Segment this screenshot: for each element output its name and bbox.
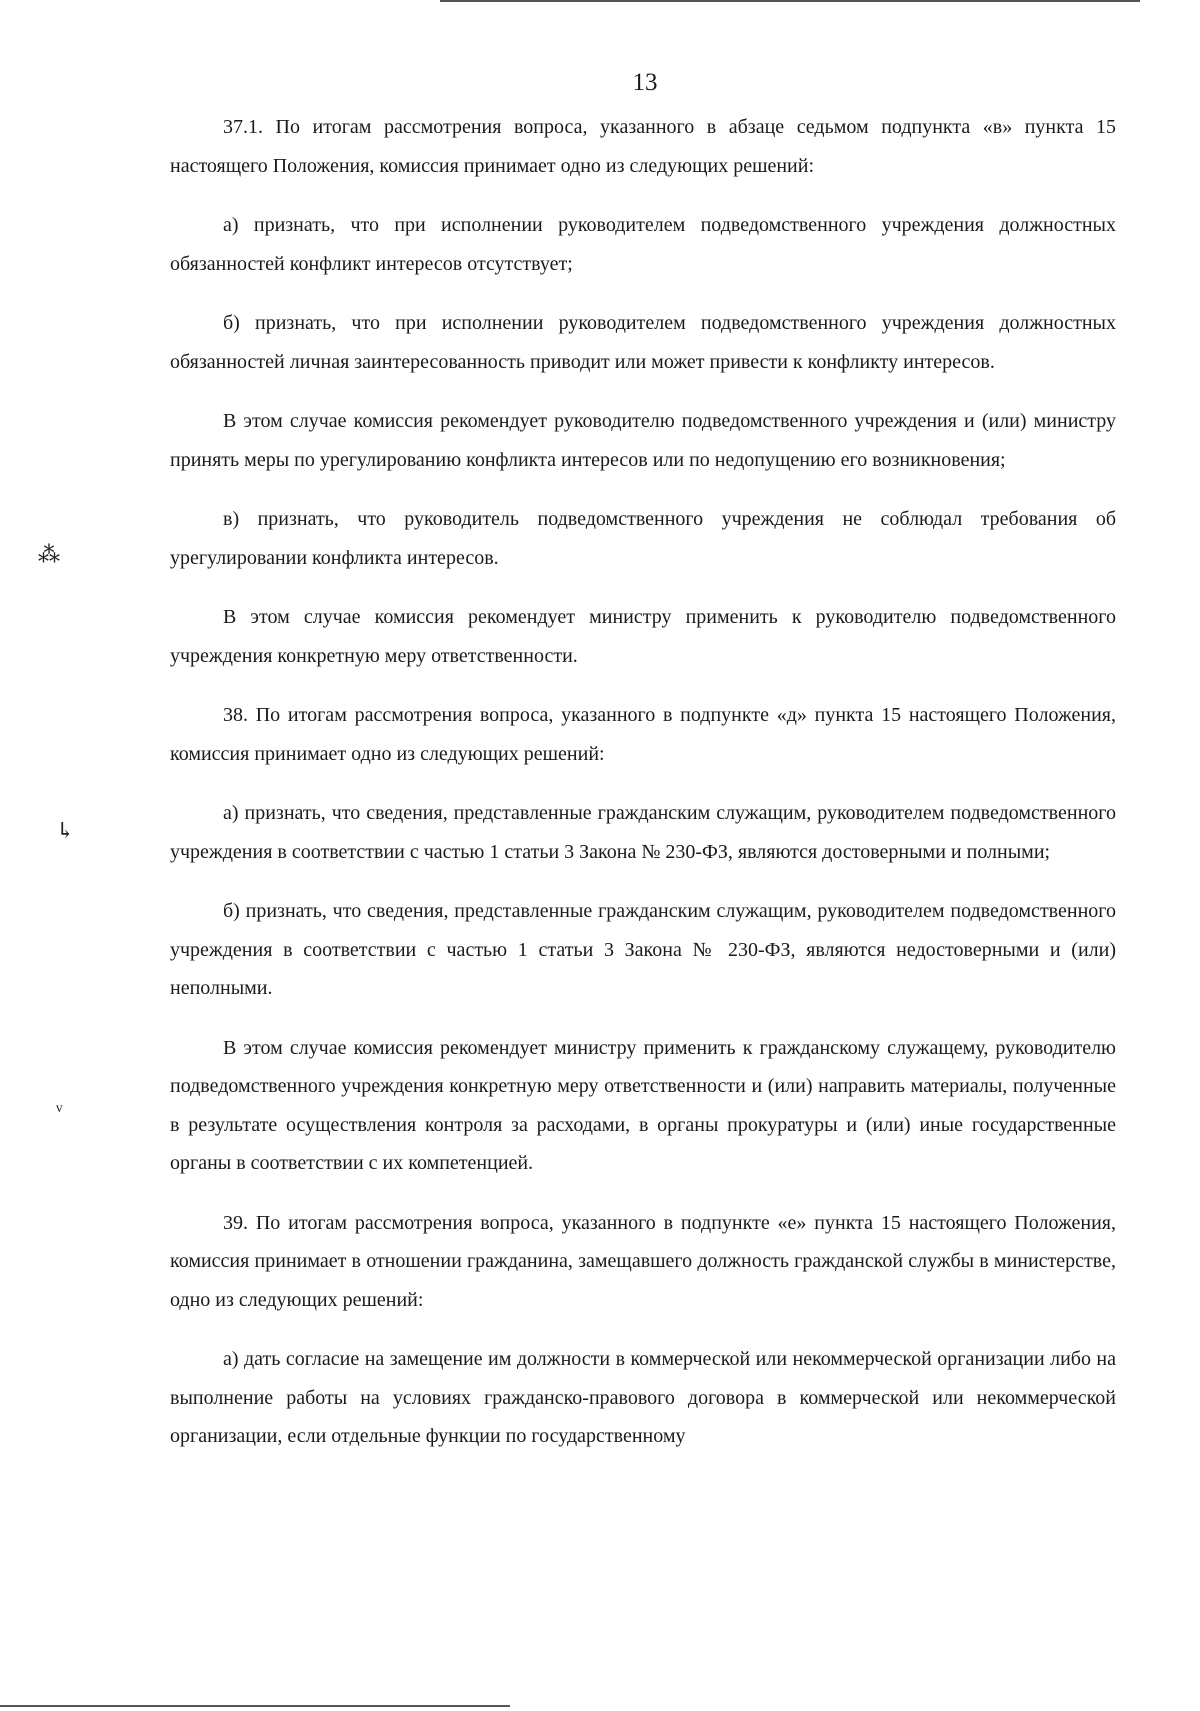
paragraph-39-a: а) дать согласие на замещение им должности в коммерческой или некоммерческой организации либо на выполнение работы на условиях гражданско-правового договора в коммерческой или некоммерческой организации, если отдельные функции по государственному (170, 1348, 1116, 1447)
paragraph-37-1-v-note: В этом случае комиссия рекомендует министру применить к руководителю подведомственного учреждения конкретную меру ответственности. (170, 606, 1116, 667)
paragraph-37-1-b-note: В этом случае комиссия рекомендует руководителю подведомственного учреждения и (или) министру принять меры по урегулированию конфликта интересов или по недопущению его возникновения; (170, 410, 1116, 471)
scan-artifact-mark: ⁂ (38, 542, 60, 567)
document-body (170, 108, 1116, 1477)
scan-artifact-mark: ᵛ (56, 1098, 63, 1123)
paragraph-38: 38. По итогам рассмотрения вопроса, указанного в подпункте «д» пункта 15 настоящего Положения, комиссия принимает одно из следующих решений: (170, 704, 1116, 765)
paragraph-37-1-a: а) признать, что при исполнении руководителем подведомственного учреждения должностных обязанностей конфликт интересов отсутствует; (170, 214, 1116, 275)
paragraph-39: 39. По итогам рассмотрения вопроса, указанного в подпункте «е» пункта 15 настоящего Положения, комиссия принимает в отношении гражданина, замещавшего должность гражданской службы в министерстве, одно из следующих решений: (170, 1211, 1116, 1311)
scan-edge-bottom (0, 1705, 510, 1707)
paragraph-37-1-v: в) признать, что руководитель подведомственного учреждения не соблюдал требования об урегулировании конфликта интересов. (170, 508, 1116, 569)
paragraph-38-b: б) признать, что сведения, представленные гражданским служащим, руководителем подведомственного учреждения в соответствии с частью 1 статьи 3 Закона № 230-ФЗ, являются недостоверными и (или) неполными. (170, 900, 1116, 999)
paragraph-38-b-note: В этом случае комиссия рекомендует министру применить к гражданскому служащему, руководителю подведомственного учреждения конкретную меру ответственности и (или) направить материалы, полученные в результате осуществления контроля за расходами, в органы прокуратуры и (или) иные государственные органы в соответствии с их компетенцией. (170, 1036, 1116, 1174)
paragraph-37-1-b: б) признать, что при исполнении руководителем подведомственного учреждения должностных обязанностей личная заинтересованность приводит или может привести к конфликту интересов. (170, 312, 1116, 373)
paragraph-38-a: а) признать, что сведения, представленные гражданским служащим, руководителем подведомственного учреждения в соответствии с частью 1 статьи 3 Закона № 230-ФЗ, являются достоверными и полными; (170, 802, 1116, 863)
scan-edge-top (440, 0, 1140, 2)
paragraph-37-1: 37.1. По итогам рассмотрения вопроса, указанного в абзаце седьмом подпункта «в» пункта 15 настоящего Положения, комиссия принимает одно из следующих решений: (170, 116, 1116, 177)
scan-artifact-mark: ↳ (56, 818, 75, 843)
page-number: 13 (632, 69, 658, 96)
